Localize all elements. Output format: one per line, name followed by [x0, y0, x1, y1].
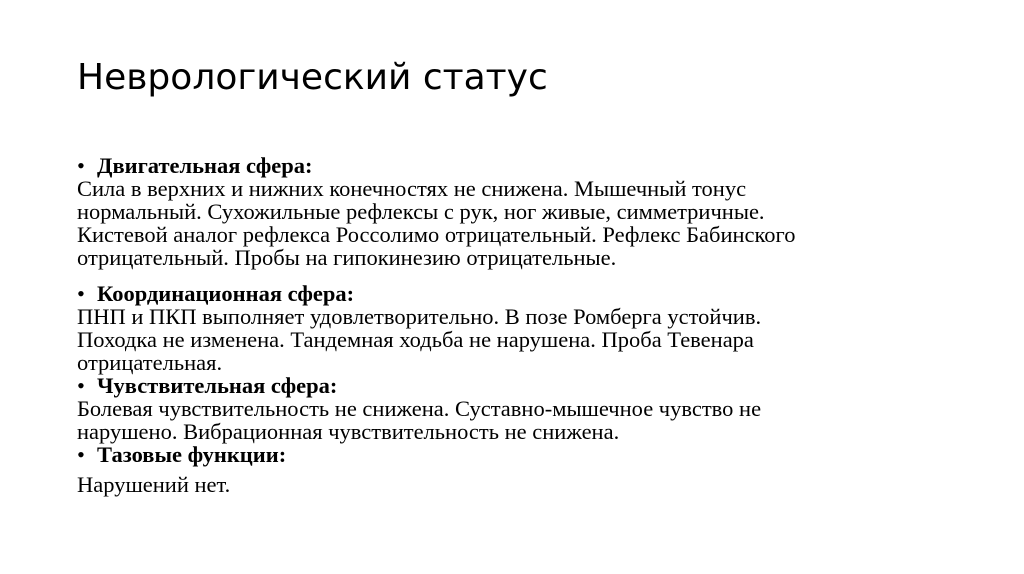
bullet-icon: •: [77, 373, 85, 398]
bullet-icon: •: [77, 281, 85, 306]
section-text-line: отрицательный. Пробы на гипокинезию отрицательные.: [77, 245, 617, 270]
section-heading: Координационная сфера:: [97, 281, 355, 306]
section-text-line: Нарушений нет.: [77, 472, 231, 497]
section-text-line: Кистевой аналог рефлекса Россолимо отрицательный. Рефлекс Бабинского: [77, 222, 796, 247]
section-coordination: [77, 282, 977, 374]
section-heading-row: [77, 443, 977, 466]
section-heading: Двигательная сфера:: [97, 153, 313, 178]
section-pelvic: [77, 443, 977, 496]
section-heading: Чувствительная сфера:: [97, 373, 338, 398]
section-heading-row: [77, 154, 977, 177]
section-text-line: нарушено. Вибрационная чувствительность не снижена.: [77, 419, 620, 444]
section-text-line: отрицательная.: [77, 350, 223, 375]
section-heading-row: [77, 374, 977, 397]
bullet-icon: •: [77, 442, 85, 467]
section-sensory: [77, 374, 977, 443]
section-heading: Тазовые функции:: [97, 442, 287, 467]
slide-title: Неврологический статус: [77, 57, 548, 98]
section-text-line: ПНП и ПКП выполняет удовлетворительно. В позе Ромберга устойчив.: [77, 304, 762, 329]
section-heading-row: [77, 282, 977, 305]
bullet-icon: •: [77, 153, 85, 178]
slide-content: [77, 154, 977, 496]
section-text-line: Болевая чувствительность не снижена. Суставно-мышечное чувство не: [77, 396, 762, 421]
section-text-line: Сила в верхних и нижних конечностях не снижена. Мышечный тонус: [77, 176, 747, 201]
section-text-line: Походка не изменена. Тандемная ходьба не нарушена. Проба Тевенара: [77, 327, 754, 352]
section-motor: [77, 154, 977, 269]
section-text-line: нормальный. Сухожильные рефлексы с рук, ног живые, симметричные.: [77, 199, 765, 224]
